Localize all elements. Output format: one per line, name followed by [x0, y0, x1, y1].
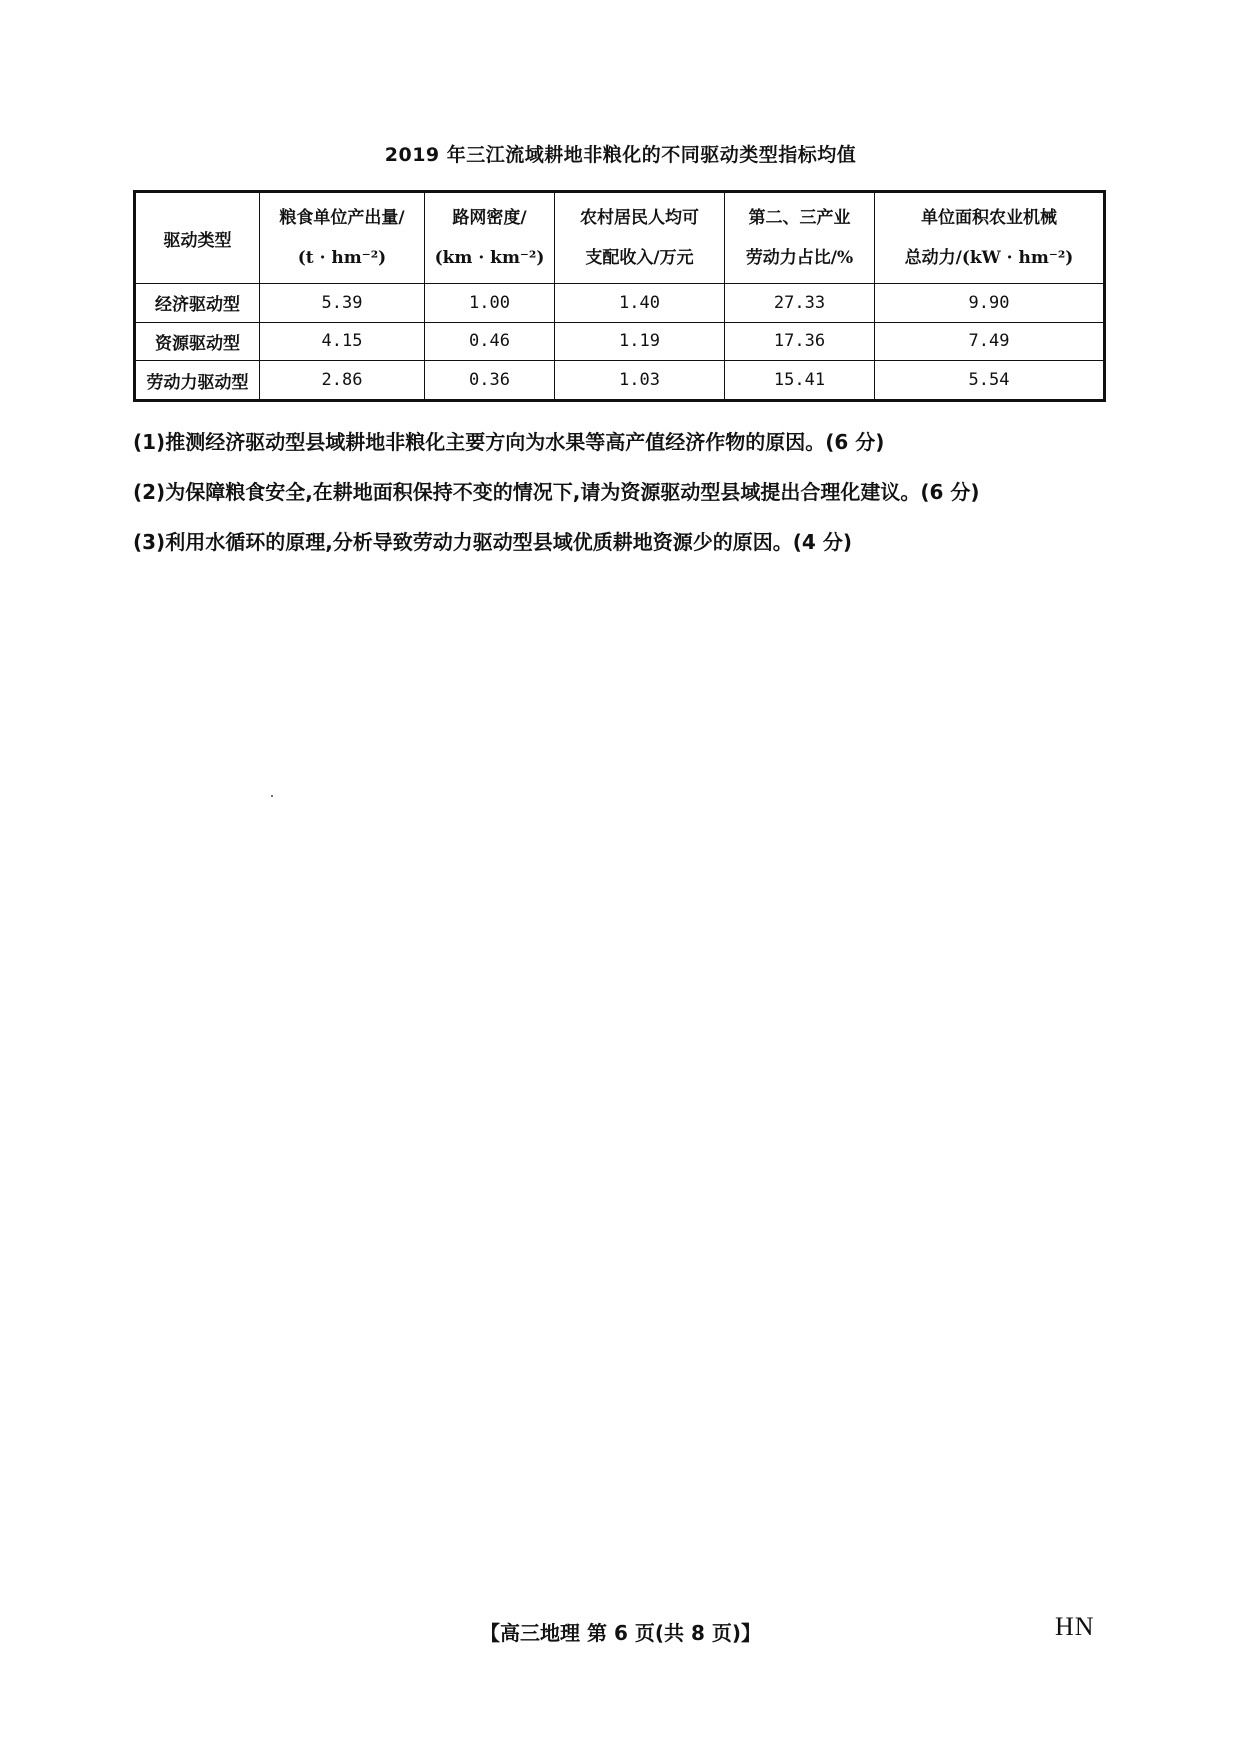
- table-cell: 5.54: [875, 361, 1105, 401]
- table-cell: 9.90: [875, 284, 1105, 323]
- handwritten-mark: HN: [1055, 1612, 1095, 1641]
- column-header: [425, 192, 555, 284]
- page-footer: 【高三地理 第 6 页(共 8 页)】: [480, 1621, 761, 1645]
- column-header-line1: 农村居民人均可: [580, 208, 699, 228]
- row-label: 经济驱动型: [135, 284, 260, 323]
- table-cell: 5.39: [260, 284, 425, 323]
- table-cell: 27.33: [725, 284, 875, 323]
- table-cell: 2.86: [260, 361, 425, 401]
- table-cell: 4.15: [260, 322, 425, 361]
- corner-header: 驱动类型: [135, 192, 260, 284]
- column-header: [875, 192, 1105, 284]
- column-header-line2: 劳动力占比/%: [745, 248, 854, 268]
- question-1: (1)推测经济驱动型县域耕地非粮化主要方向为水果等高产值经济作物的原因。(6 分): [133, 430, 885, 454]
- column-header-line2: 支配收入/万元: [585, 248, 694, 268]
- column-header-line1: 粮食单位产出量/: [279, 208, 405, 228]
- table-title: 2019 年三江流域耕地非粮化的不同驱动类型指标均值: [384, 144, 857, 166]
- table-row: [135, 361, 1105, 401]
- table-cell: 0.36: [425, 361, 555, 401]
- column-header-line2: (km · km⁻²): [434, 248, 545, 268]
- table-cell: 1.03: [555, 361, 725, 401]
- row-label: 资源驱动型: [135, 322, 260, 361]
- table-cell: 0.46: [425, 322, 555, 361]
- table-cell: 17.36: [725, 322, 875, 361]
- row-label: 劳动力驱动型: [135, 361, 260, 401]
- table-cell: 1.19: [555, 322, 725, 361]
- column-header-line1: 第二、三产业: [748, 208, 851, 228]
- table-cell: 1.00: [425, 284, 555, 323]
- column-header: [725, 192, 875, 284]
- table-cell: 15.41: [725, 361, 875, 401]
- table-row: [135, 284, 1105, 323]
- question-3: (3)利用水循环的原理,分析导致劳动力驱动型县域优质耕地资源少的原因。(4 分): [133, 530, 852, 554]
- column-header-line1: 路网密度/: [452, 208, 527, 228]
- table-cell: 7.49: [875, 322, 1105, 361]
- question-2: (2)为保障粮食安全,在耕地面积保持不变的情况下,请为资源驱动型县域提出合理化建议。(6 分): [133, 480, 980, 504]
- column-header: [555, 192, 725, 284]
- column-header-line2: 总动力/(kW · hm⁻²): [904, 248, 1074, 268]
- column-header-line2: (t · hm⁻²): [297, 248, 387, 268]
- indicator-table: [133, 190, 1106, 402]
- table-cell: 1.40: [555, 284, 725, 323]
- table-row: [135, 322, 1105, 361]
- column-header-line1: 单位面积农业机械: [921, 208, 1057, 228]
- column-header: [260, 192, 425, 284]
- scan-speck: [271, 795, 273, 797]
- table-header-row: [135, 192, 1105, 284]
